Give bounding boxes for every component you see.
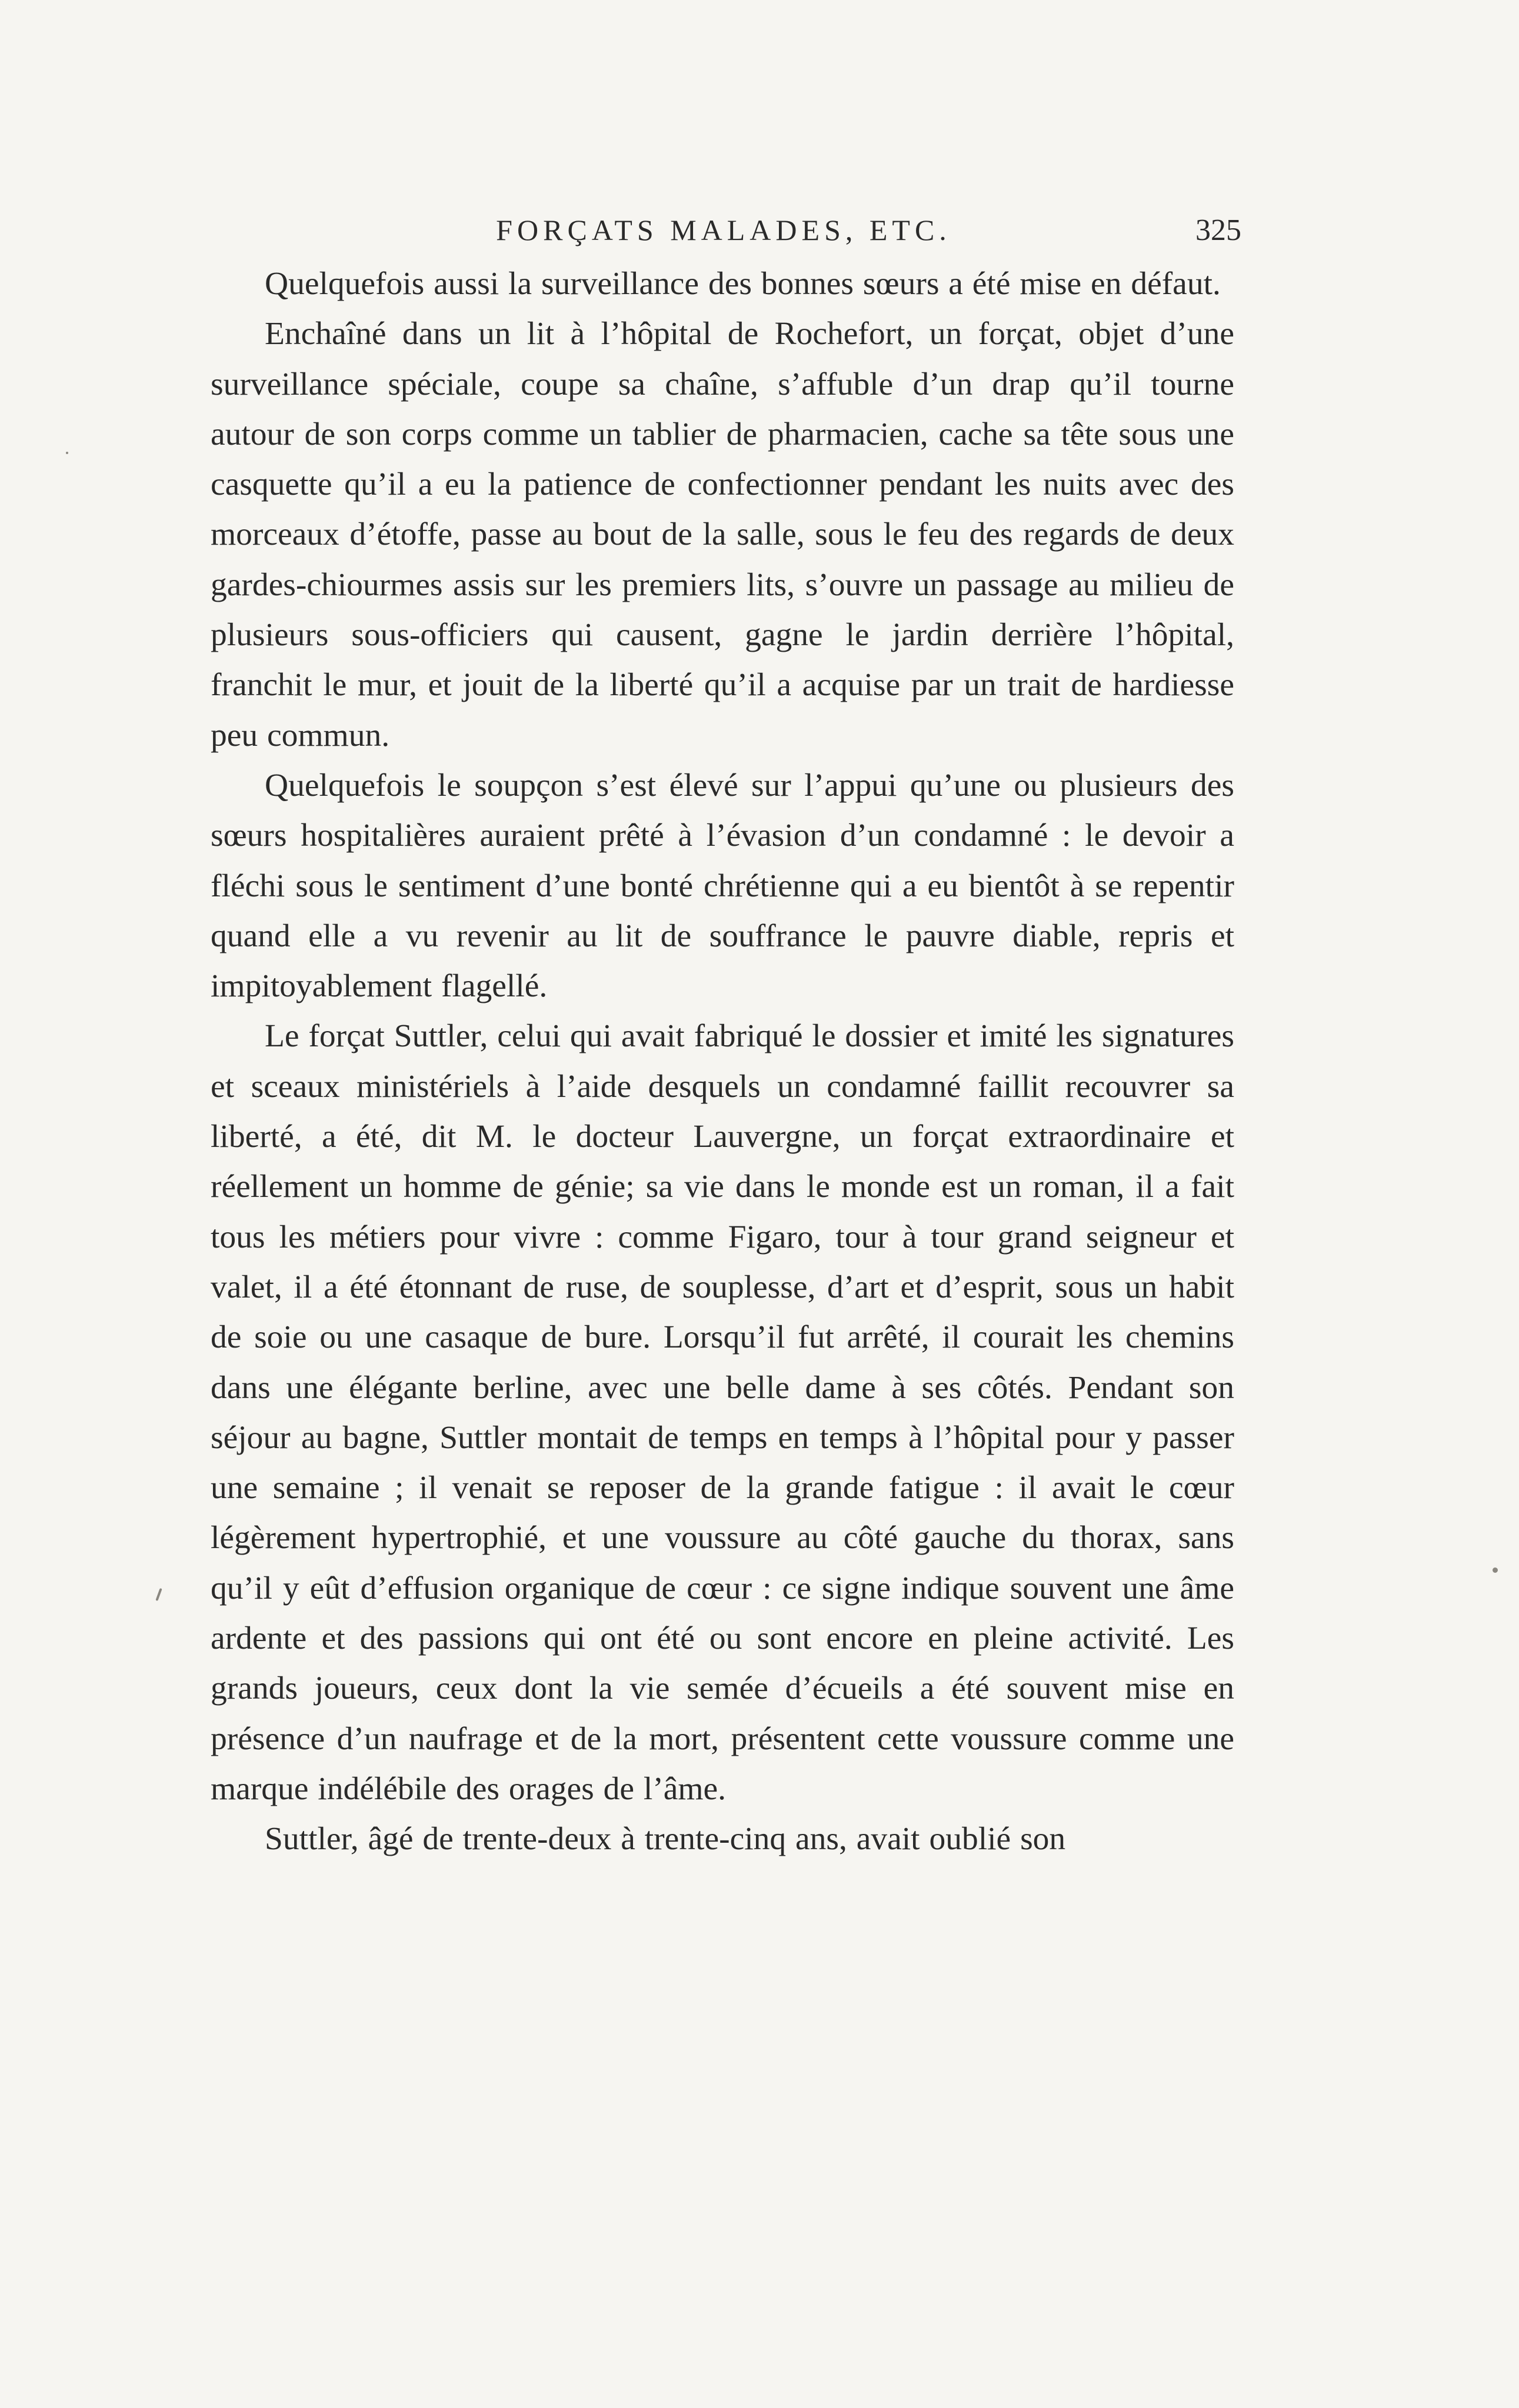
paragraph-1: Quelquefois aussi la surveillance des bonnes sœurs a été mise en défaut. — [265, 266, 1221, 302]
paper-speck — [155, 1588, 162, 1601]
page-number: 325 — [1195, 214, 1241, 247]
paragraph-5: Suttler, âgé de trente-deux à trente-cinq ans, avait oublié son — [265, 1821, 1066, 1857]
paper-speck — [66, 452, 68, 454]
body-text — [211, 259, 1234, 1865]
page-header — [206, 213, 1241, 254]
paragraph-3: Quelquefois le soupçon s’est élevé sur l’appui qu’une ou plusieurs des sœurs hospitalières auraient prêté à l’évasion d’un condamné : le devoir a fléchi sous le sentiment d’une bonté chrétienne qui a eu bientôt à se repentir quand elle a vu revenir au lit de souffrance le pauvre diable, repris et impitoyablement flagellé. — [211, 767, 1234, 1005]
paragraph-4: Le forçat Suttler, celui qui avait fabriqué le dossier et imité les signatures et sceaux ministériels à l’aide desquels un condamné faillit recouvrer sa liberté, a été, dit M. le docteur Lauvergne, un forçat extraordinaire et réellement un homme de génie; sa vie dans le monde est un roman, il a fait tous les métiers pour vivre : comme Figaro, tour à tour grand seigneur et valet, il a été étonnant de ruse, de souplesse, d’art et d’esprit, sous un habit de soie ou une casaque de bure. Lorsqu’il fut arrêté, il courait les chemins dans une élégante berline, avec une belle dame à ses côtés. Pendant son séjour au bagne, Suttler montait de temps en temps à l’hôpital pour y passer une semaine ; il venait se reposer de la grande fatigue : il avait le cœur légèrement hypertrophié, et une voussure au côté gauche du thorax, sans qu’il y eût d’effusion organique de cœur : ce signe indique souvent une âme ardente et des passions qui ont été ou sont encore en pleine activité. Les grands joueurs, ceux dont la vie semée d’écueils a été souvent mise en présence d’un naufrage et de la mort, présentent cette voussure comme une marque indélébile des orages de l’âme. — [211, 1018, 1234, 1807]
running-title: FORÇATS MALADES, ETC. — [496, 214, 951, 246]
paper-speck — [1493, 1567, 1498, 1573]
paragraph-2: Enchaîné dans un lit à l’hôpital de Rochefort, un forçat, objet d’une surveillance spéciale, coupe sa chaîne, s’affuble d’un drap qu’il tourne autour de son corps comme un tablier de pharmacien, cache sa tête sous une casquette qu’il a eu la patience de confectionner pendant les nuits avec des morceaux d’étoffe, passe au bout de la salle, sous le feu des regards de deux gardes-chiourmes assis sur les premiers lits, s’ouvre un passage au milieu de plusieurs sous-officiers qui causent, gagne le jardin derrière l’hôpital, franchit le mur, et jouit de la liberté qu’il a acquise par un trait de hardiesse peu commun. — [211, 316, 1234, 753]
